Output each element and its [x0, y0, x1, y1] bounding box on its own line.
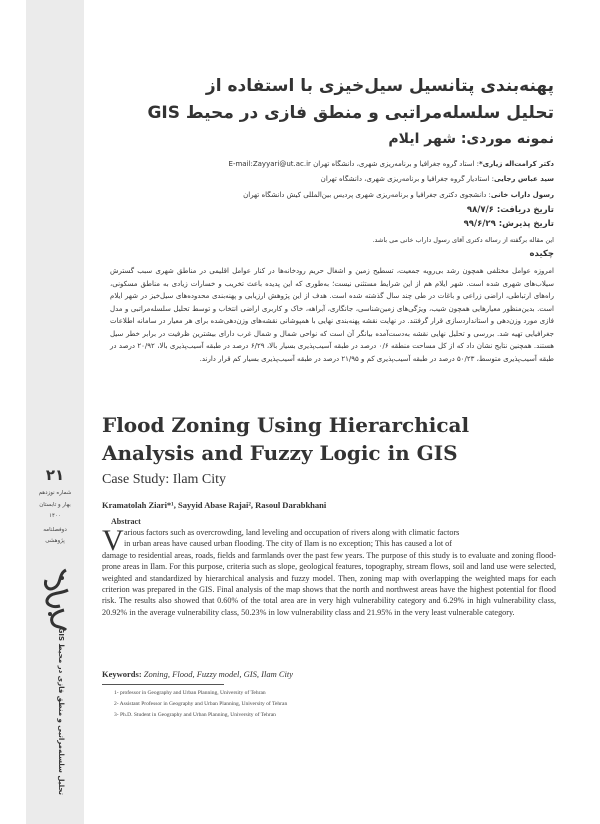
abstract-body: damage to residential areas, roads, fields and farmlands over the past few years. The purpose of this study is to evaluate and zoning flood-prone areas in Ilam. For this purpose, criteria such as slope, geological features, topography, stream flows, soil and land use were selected, weighted and standardized by hierarchical analysis and fuzzy model. Then, zoning map with overlapping the weighted maps for each criterion was prepared in the GIS. Final analysis of the map shows that the north and northwest areas have the highest potential for flood risk. The results also showed that 0.60% of the total area are in very high vulnerability category and 6.29% in high vulnerability class, 20.92% in the average vulnerability class, 50.23% in low vulnerability class and 21.95% in the very least vulnerable category.	[102, 550, 556, 617]
journal-logo	[38, 566, 74, 634]
footnote-3: 3- Ph.D. Student in Geography and Urban Planning, University of Tehran	[114, 712, 276, 718]
accepted-date: تاریخ پذیرش: ۹۹/۶/۲۹	[463, 219, 554, 229]
persian-subtitle: نمونه موردی: شهر ایلام	[388, 131, 554, 147]
persian-title-line1: پهنه‌بندی پتانسیل سیل‌خیزی با استفاده از	[205, 76, 554, 96]
footnote-1: 1- professor in Geography and Urban Planning, University of Tehran	[114, 690, 266, 696]
english-title-line2: Analysis and Fuzzy Logic in GIS	[102, 441, 458, 465]
issue-line-4: دوفصلنامه	[43, 527, 67, 533]
persian-abstract-heading: چکیده	[529, 249, 554, 259]
issue-line-5: پژوهشی	[45, 538, 65, 544]
thesis-note: این مقاله برگفته از رساله دکتری آقای رسول داراب خانی می باشد.	[372, 236, 554, 244]
author3-name: رسول داراب خانی	[490, 191, 554, 199]
footnote-2: 2- Assistant Professor in Geography and Urban Planning, University of Tehran	[114, 701, 288, 707]
issue-line-2: بهار و تابستان	[39, 502, 71, 508]
author2-desc: : استادیار گروه جغرافیا و برنامه‌ریزی شهری، دانشگاه تهران	[320, 175, 494, 183]
persian-author-2	[130, 175, 554, 183]
author1-desc: : استاد گروه جغرافیا و برنامه‌ریزی شهری، دانشگاه تهران E-mail:Zayyari@ut.ac.ir	[228, 160, 480, 168]
keywords-list: Zoning, Flood, Fuzzy model, GIS, Ilam City	[143, 669, 294, 679]
footnote-divider	[102, 684, 224, 685]
page-number: ۲۱	[45, 466, 65, 484]
issue-line-3: ۱۴۰۰	[49, 513, 61, 519]
author2-name: سید عباس رجایی	[494, 175, 554, 183]
persian-abstract: امروزه عوامل مختلفی همچون رشد بی‌رویه جمعیت، تسطیح زمین و اشغال حریم رودخانه‌ها در کنار عوامل اقلیمی در مناطق شهری سبب گسترش سیلاب‌های شهری شده است. شهر ایلام هم از این شرایط مستثنی نیست؛ به‌طوری که این پدیده باعث تخریب و خسارات زیادی به مناطق مسکونی، راه‌های ارتباطی، اراضی زراعی و باغات در طی چند سال گذشته شده است. هدف از این پژوهش ارزیابی و پهنه‌بندی محدوده‌های سیل‌خیز در شهر ایلام است. بدین‌منظور معیارهایی همچون شیب، ویژگی‌های زمین‌شناسی، جانگاری، آبراهه، خاک و کاربری اراضی انتخاب و توسط تحلیل سلسله‌مراتبی و مدل فازی مورد وزن‌دهی و استانداردسازی قرار گرفتند. در نهایت نقشه پهنه‌بندی نهایی با همپوشانی نقشه‌های وزن‌دهی‌شده برای هر معیار در سامانه اطلاعات جغرافیایی تهیه شد. بررسی و تحلیل نهایی نقشه به‌دست‌آمده بیانگر آن است که نواحی شمال و شمال غرب دارای بیشترین ظرفیت در برابر خطر سیل هستند. همچنین نتایج نشان داد که از کل مساحت منطقه ۰/۶ درصد در طبقه آسیب‌پذیری بسیار بالا، ۶/۲۹ درصد در طبقه آسیب‌پذیری بالا، ۲۰/۹۲ درصد در طبقه آسیب‌پذیری متوسط، ۵۰/۲۳ درصد در طبقه آسیب‌پذیری کم و ۲۱/۹۵ درصد در طبقه آسیب‌پذیری بسیار کم قرار دارند.	[110, 267, 554, 363]
keywords-label: Keywords:	[102, 669, 142, 679]
issue-line-1: شماره نوزدهم	[38, 490, 72, 496]
english-abstract-heading: Abstract	[111, 517, 141, 526]
english-authors: Kramatolah Ziari*¹, Sayyid Abase Rajai², Rasoul Darabkhani	[102, 500, 327, 510]
vertical-running-title: تحلیل سلسله‌مراتبی و منطق فازی در محیط GIS	[57, 627, 65, 795]
author3-desc: : دانشجوی دکتری جغرافیا و برنامه‌ریزی شهری پردیس بین‌المللی کیش دانشگاه تهران	[243, 191, 491, 199]
persian-author-1	[130, 160, 554, 168]
english-subtitle: Case Study: Ilam City	[102, 472, 227, 487]
persian-title-line2: تحلیل سلسله‌مراتبی و منطق فازی در محیط GIS	[147, 103, 554, 123]
abstract-line-1: arious factors such as overcrowding, land leveling and occupation of rivers along with climatic factors	[124, 528, 460, 537]
received-date: تاریخ دریافت: ۹۸/۷/۶	[466, 205, 554, 215]
english-title-line1: Flood Zoning Using Hierarchical	[102, 413, 470, 437]
author1-name: دکتر کرامت‌اله زیاری*	[479, 160, 554, 168]
english-abstract	[102, 527, 556, 618]
abstract-dropcap: V	[102, 524, 124, 557]
persian-author-3	[130, 191, 554, 199]
abstract-line-2: in urban areas have caused urban flooding. The city of Ilam is no exception; This has caused a lot of	[124, 539, 453, 549]
keywords	[102, 669, 293, 679]
